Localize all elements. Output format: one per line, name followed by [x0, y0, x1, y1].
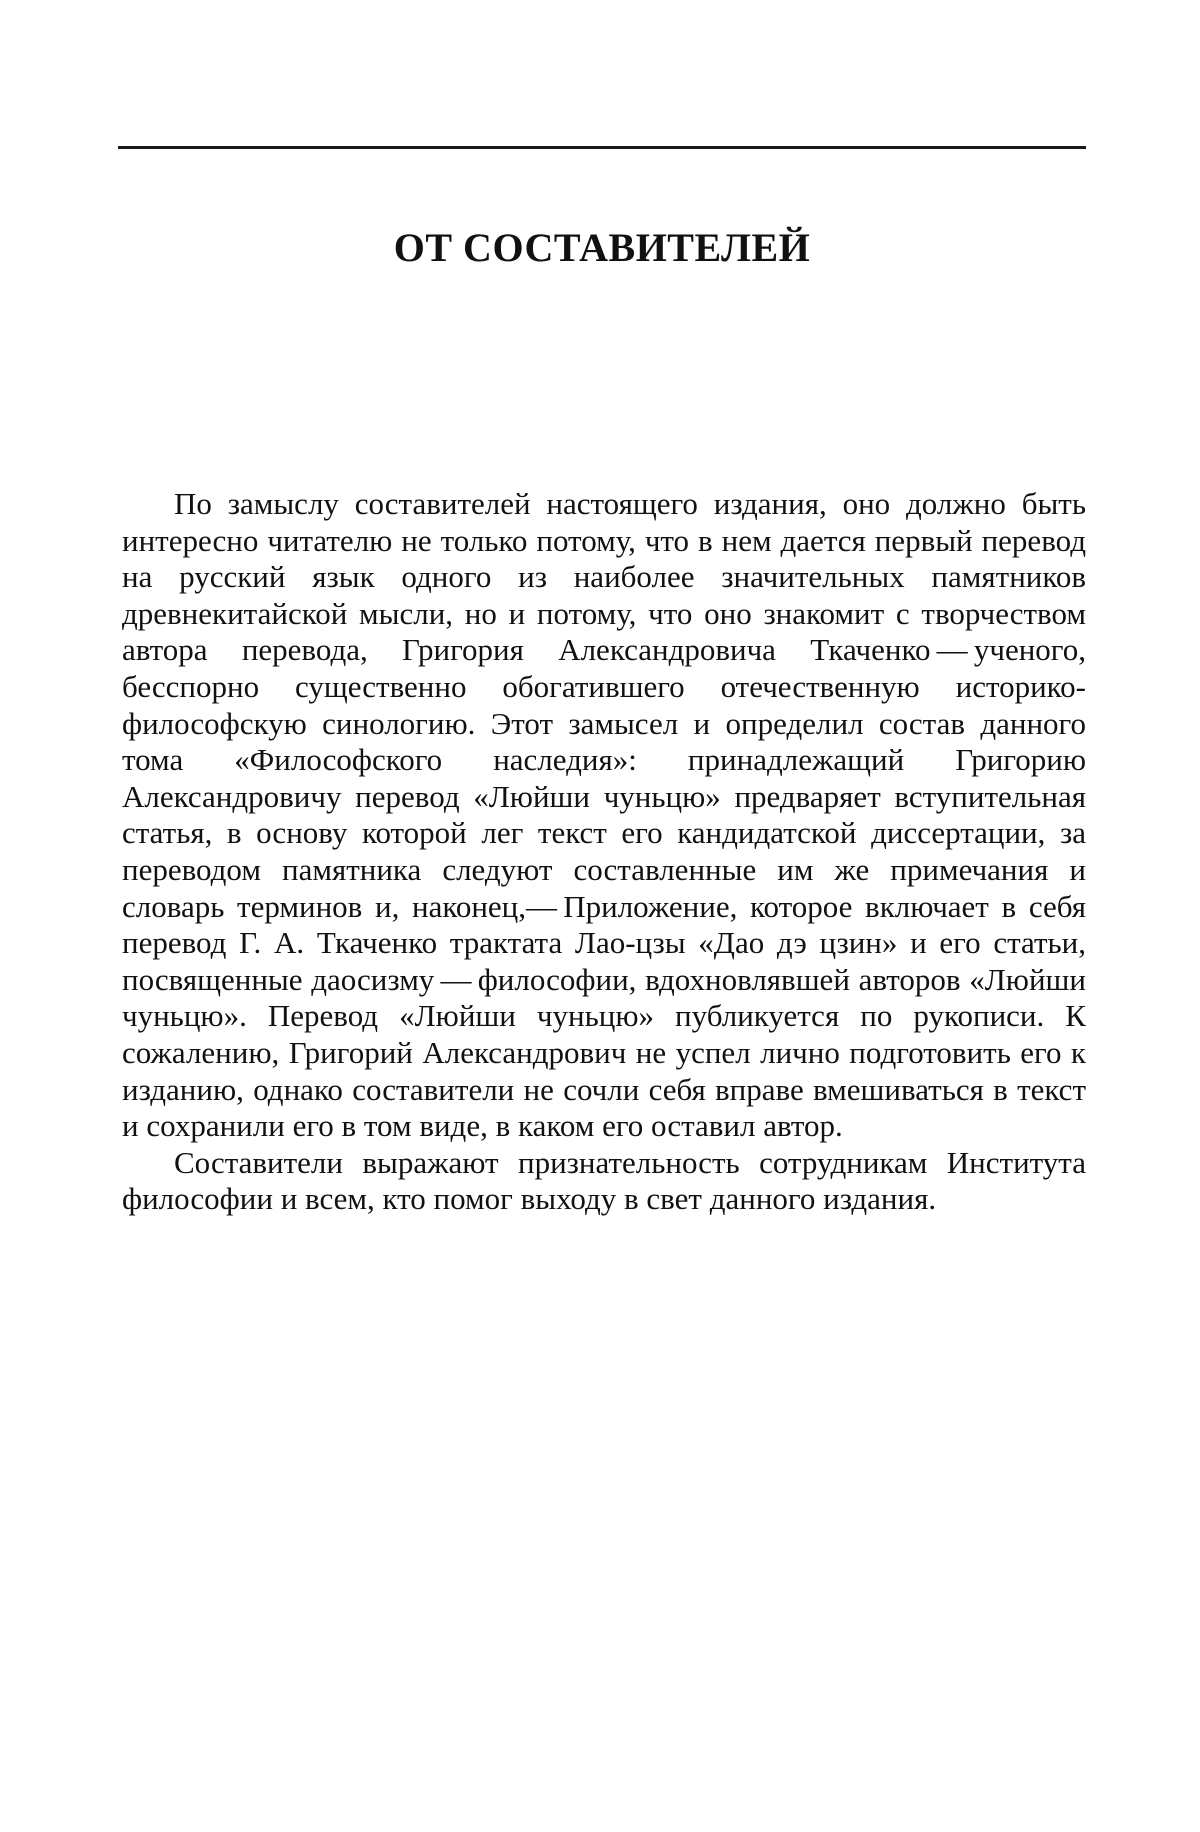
header-rule	[118, 146, 1086, 149]
paragraph-1: По замыслу составителей настоящего издания, оно должно быть интересно читателю не только потому, что в нем дается первый перевод на русский язык одного из наиболее значительных памятников древнекитайской мысли, но и потому, что оно знакомит с творчеством автора перевода, Григория Александровича Ткаченко — ученого, бесспорно существенно обогатившего отечественную историко-философскую синологию. Этот замысел и определил состав данного тома «Философского наследия»: принадлежащий Григорию Александровичу перевод «Люйши чуньцю» предваряет вступительная статья, в основу которой лег текст его кандидатской диссертации, за переводом памятника следуют составленные им же примечания и словарь терминов и, наконец,— Приложение, которое включает в себя перевод Г. А. Ткаченко трактата Лао-цзы «Дао дэ цзин» и его статьи, посвященные даосизму — философии, вдохновлявшей авторов «Люйши чуньцю». Перевод «Люйши чуньцю» публикуется по рукописи. К сожалению, Григорий Александрович не успел лично подготовить его к изданию, однако составители не сочли себя вправе вмешиваться в текст и сохранили его в том виде, в каком его оставил автор.	[122, 486, 1086, 1144]
page-title: ОТ СОСТАВИТЕЛЕЙ	[393, 225, 811, 270]
paragraph-2: Составители выражают признательность сотрудникам Института философии и всем, кто помог выходу в свет данного издания.	[122, 1144, 1086, 1217]
body-text	[122, 486, 1086, 1218]
